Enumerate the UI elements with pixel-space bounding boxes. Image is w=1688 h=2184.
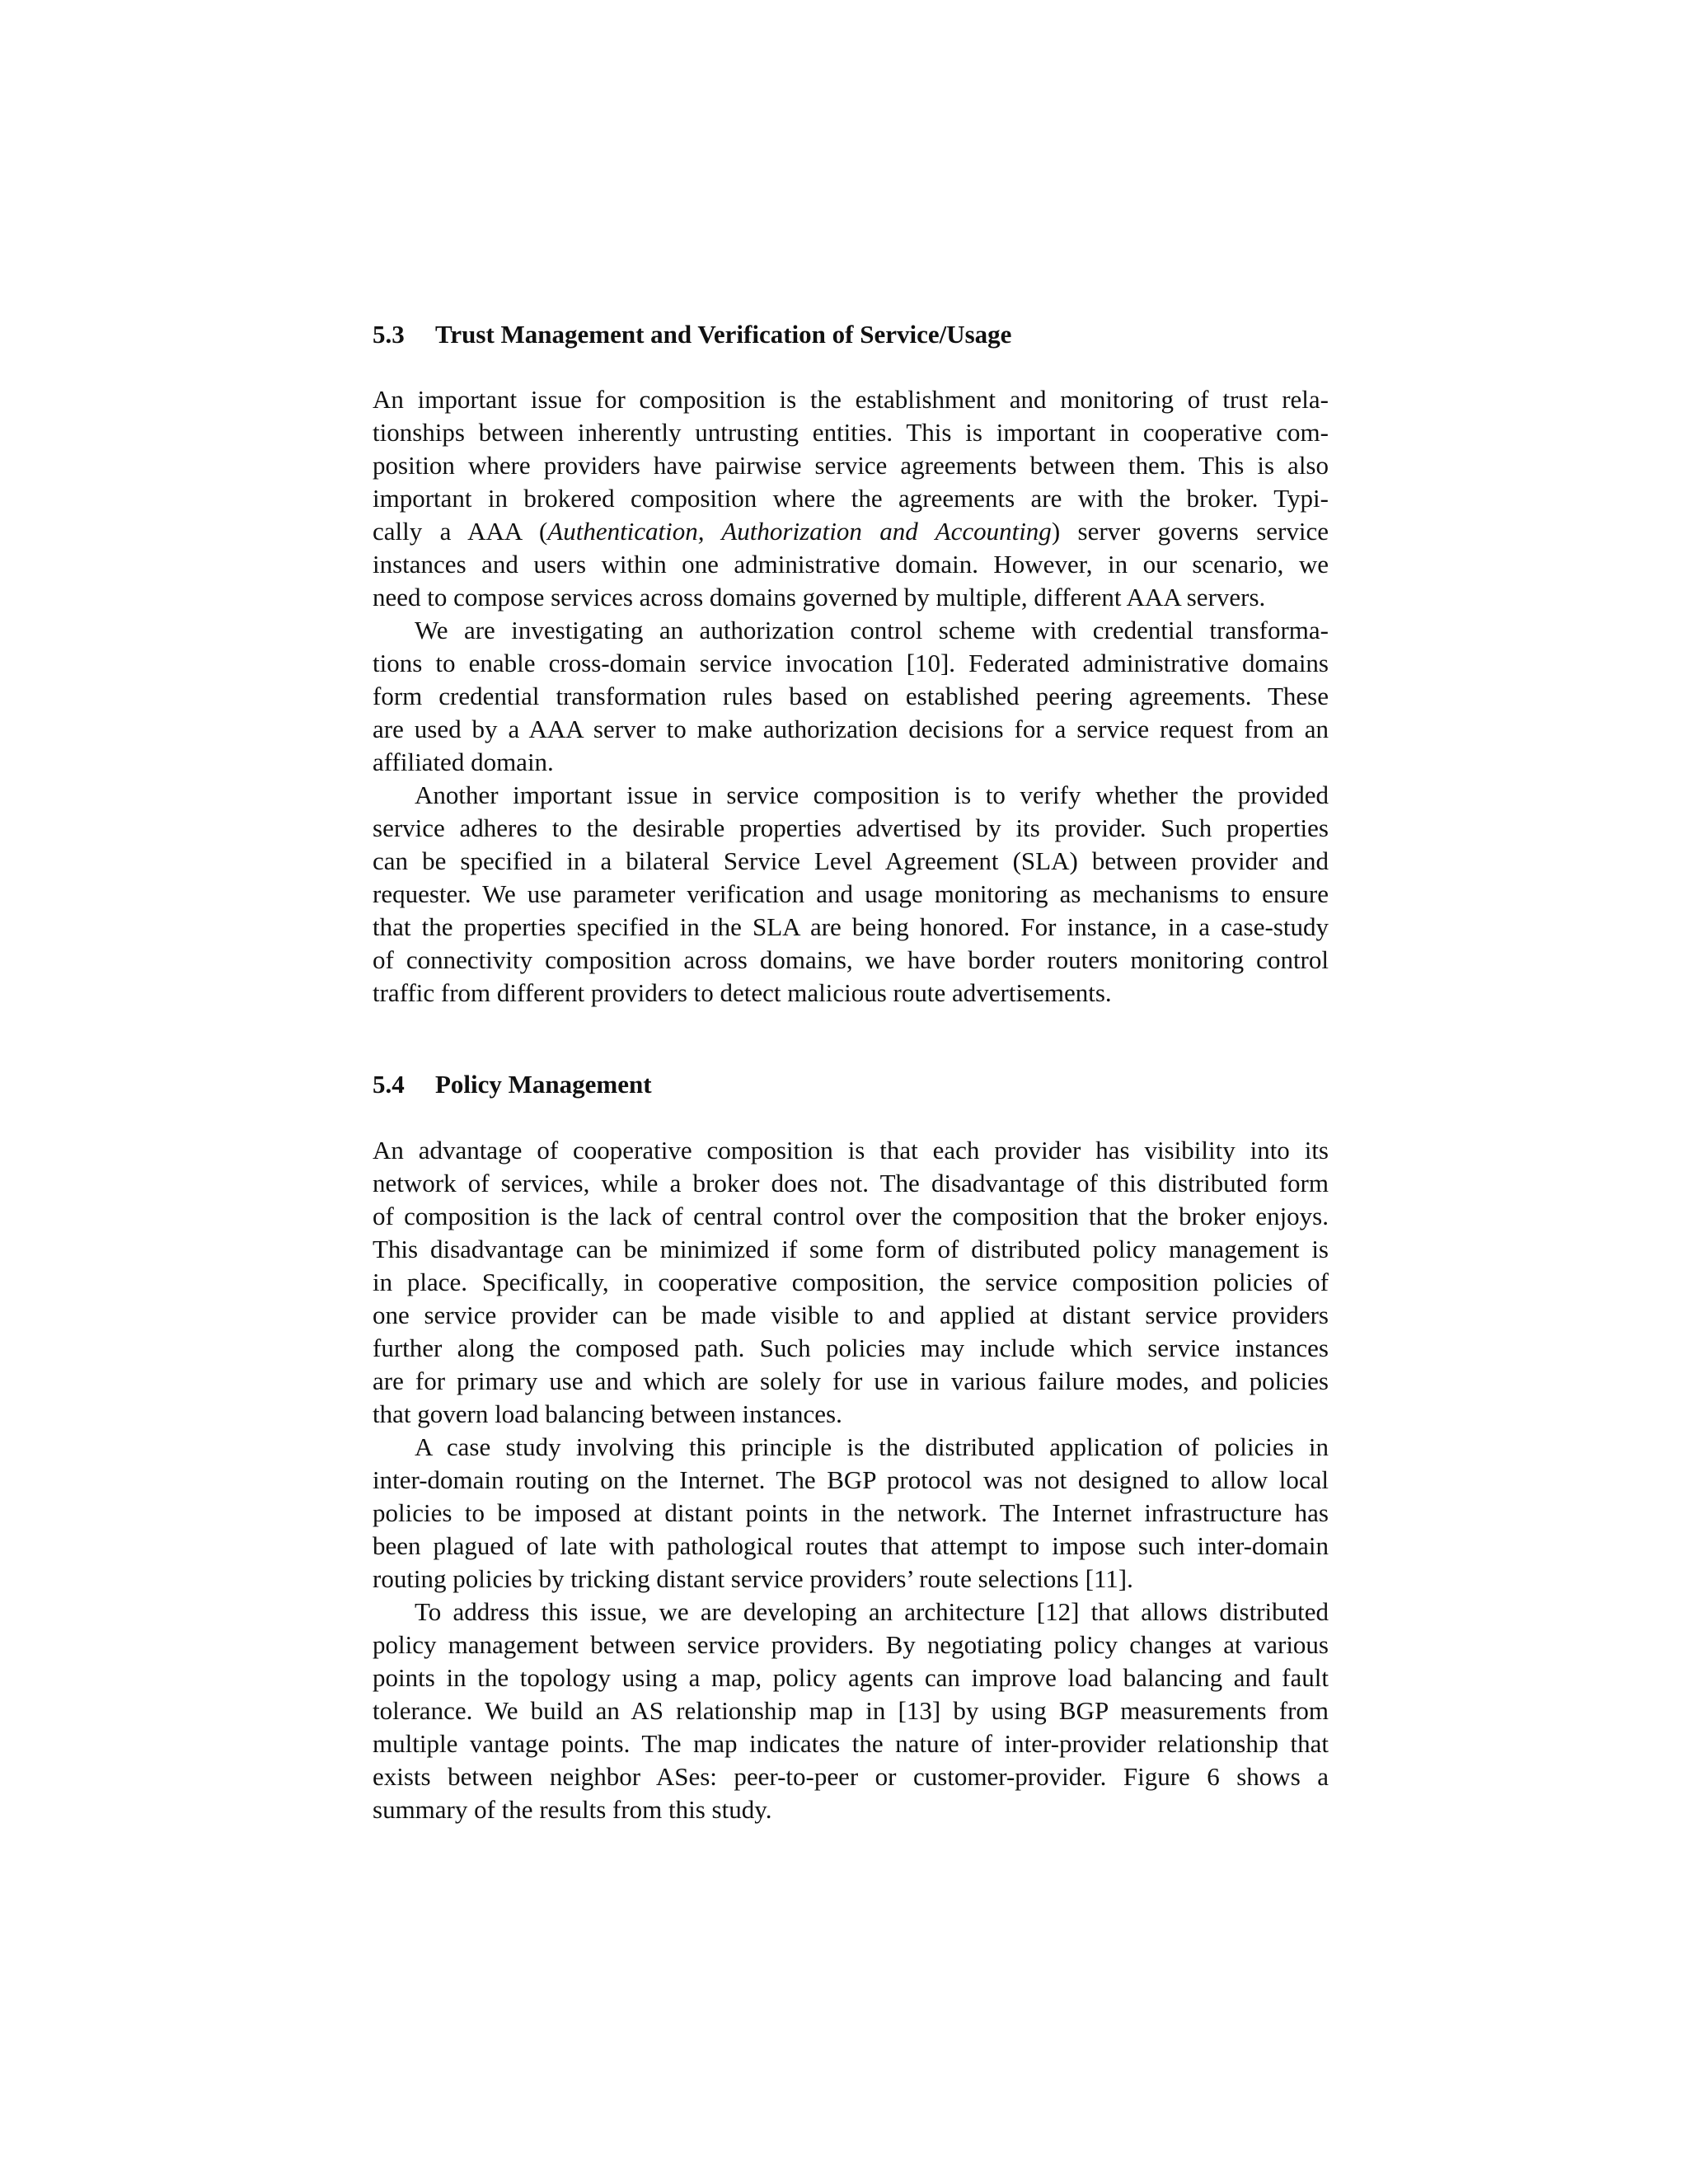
section-body-5-3: [373, 383, 1329, 1010]
text-line: summary of the results from this study.: [373, 1795, 772, 1824]
paragraph: [373, 1431, 1329, 1596]
text-line: An important issue for composition is the establishment and monitoring of trust rela-: [373, 385, 1329, 414]
text-line: of composition is the lack of central control over the composition that the broker enjoys.: [373, 1202, 1329, 1230]
section-number: 5.4: [373, 1070, 405, 1099]
text-line: are for primary use and which are solely for use in various failure modes, and policies: [373, 1366, 1329, 1395]
section-heading-5-3: [373, 318, 1329, 351]
text-line: further along the composed path. Such policies may include which service instances: [373, 1333, 1329, 1362]
text-line: need to compose services across domains governed by multiple, different AAA servers.: [373, 583, 1266, 612]
text-line: can be specified in a bilateral Service Level Agreement (SLA) between provider and: [373, 846, 1329, 875]
text-line: points in the topology using a map, policy agents can improve load balancing and fault: [373, 1663, 1329, 1692]
italic-term: Authentication, Authorization and Accounting: [547, 517, 1052, 546]
text-line: network of services, while a broker does not. The disadvantage of this distributed form: [373, 1169, 1329, 1197]
text-line: Another important issue in service composition is to verify whether the provided: [415, 780, 1329, 809]
paragraph: [373, 383, 1329, 614]
section-heading-5-4: [373, 1068, 1329, 1101]
text-line: affiliated domain.: [373, 748, 554, 776]
paragraph: [373, 779, 1329, 1010]
text-line: tionships between inherently untrusting entities. This is important in cooperative com-: [373, 418, 1329, 447]
text-line: that the properties specified in the SLA are being honored. For instance, in a case-study: [373, 912, 1329, 941]
text-line: position where providers have pairwise service agreements between them. This is also: [373, 451, 1329, 480]
text-line: We are investigating an authorization control scheme with credential transforma-: [415, 616, 1329, 644]
text-line: A case study involving this principle is the distributed application of policies in: [415, 1432, 1329, 1461]
text-line: routing policies by tricking distant service providers’ route selections [11].: [373, 1564, 1133, 1593]
text-line: of connectivity composition across domains, we have border routers monitoring control: [373, 945, 1329, 974]
text-line: This disadvantage can be minimized if some form of distributed policy management is: [373, 1235, 1329, 1263]
text-line: one service provider can be made visible to and applied at distant service providers: [373, 1301, 1329, 1329]
text-line: that govern load balancing between instances.: [373, 1399, 842, 1428]
section-title: Policy Management: [435, 1070, 652, 1099]
text-line: policy management between service providers. By negotiating policy changes at various: [373, 1630, 1329, 1659]
text-line: tions to enable cross-domain service invocation [10]. Federated administrative domains: [373, 649, 1329, 677]
text-line: multiple vantage points. The map indicates the nature of inter-provider relationship that: [373, 1729, 1329, 1758]
text-line: tolerance. We build an AS relationship map in [13] by using BGP measurements from: [373, 1696, 1329, 1725]
text-line: in place. Specifically, in cooperative composition, the service composition policies of: [373, 1268, 1329, 1296]
text-line: form credential transformation rules based on established peering agreements. These: [373, 682, 1329, 710]
section-title: Trust Management and Verification of Service/Usage: [435, 320, 1012, 349]
text-line: important in brokered composition where the agreements are with the broker. Typi-: [373, 484, 1329, 513]
text-line-with-italic: cally a AAA (Authentication, Authorization and Accounting) server governs service: [373, 517, 1329, 546]
text-line: traffic from different providers to detect malicious route advertisements.: [373, 978, 1112, 1007]
text-line: exists between neighbor ASes: peer-to-peer or customer-provider. Figure 6 shows a: [373, 1762, 1329, 1791]
text-line: An advantage of cooperative composition is that each provider has visibility into its: [373, 1136, 1329, 1165]
text-line: policies to be imposed at distant points in the network. The Internet infrastructure has: [373, 1498, 1329, 1527]
text-line: been plagued of late with pathological routes that attempt to impose such inter-domain: [373, 1531, 1329, 1560]
text-line: instances and users within one administrative domain. However, in our scenario, we: [373, 550, 1329, 579]
section-number: 5.3: [373, 320, 405, 349]
text-line: inter-domain routing on the Internet. The BGP protocol was not designed to allow local: [373, 1465, 1329, 1494]
paragraph: [373, 1596, 1329, 1826]
text-line: requester. We use parameter verification and usage monitoring as mechanisms to ensure: [373, 879, 1329, 908]
text-line: are used by a AAA server to make authorization decisions for a service request from an: [373, 715, 1329, 743]
paragraph: [373, 614, 1329, 779]
paragraph: [373, 1134, 1329, 1431]
text-line: To address this issue, we are developing an architecture [12] that allows distributed: [415, 1597, 1329, 1626]
text-line: service adheres to the desirable properties advertised by its provider. Such properties: [373, 813, 1329, 842]
section-body-5-4: [373, 1134, 1329, 1826]
